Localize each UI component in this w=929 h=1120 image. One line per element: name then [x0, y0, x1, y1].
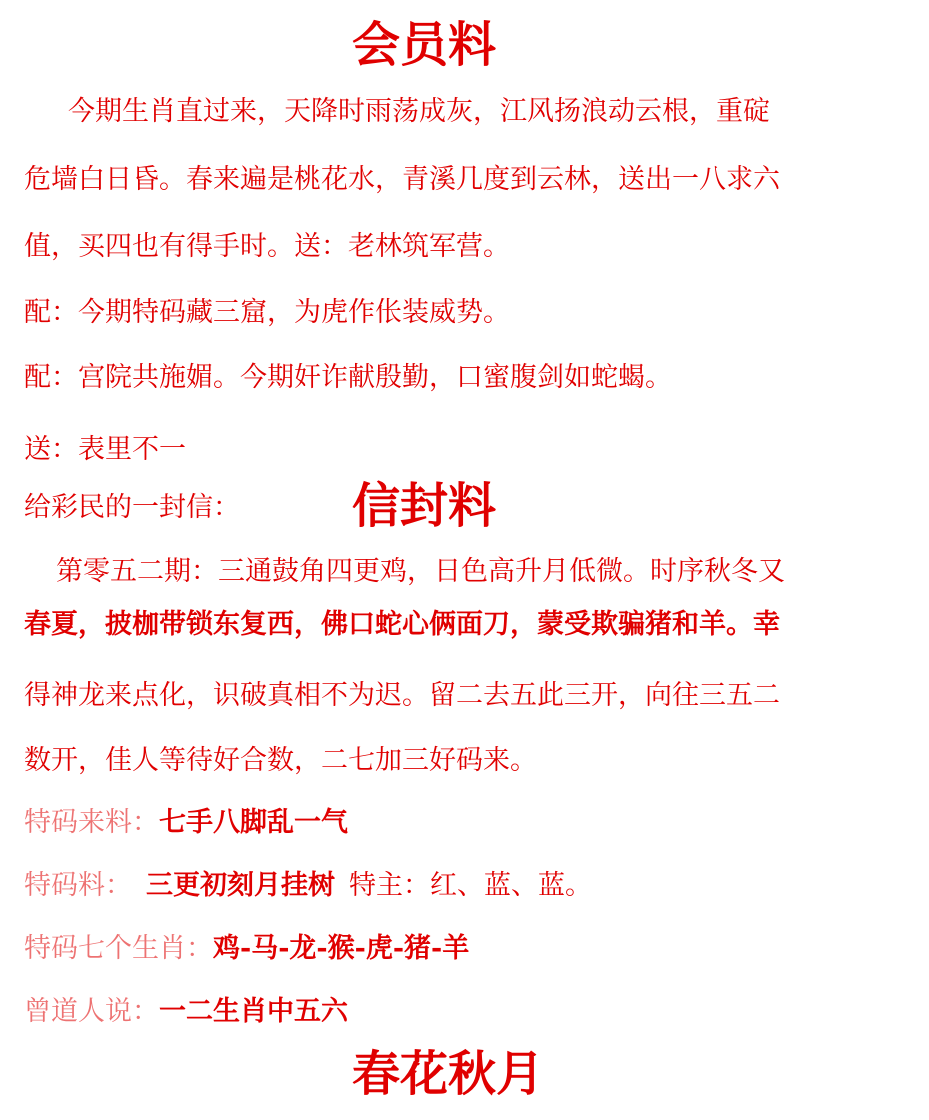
- special-line-1: [24, 803, 348, 843]
- special-value: 一二生肖中五六: [159, 996, 348, 1027]
- member-title: 会员料: [352, 17, 497, 73]
- special-line-3: [24, 929, 469, 969]
- footer-title: 春花秋月: [352, 1046, 545, 1102]
- letter-title: 信封料: [352, 478, 497, 534]
- letter-line-4: 数开，佳人等待好合数，二七加三好码来。: [24, 745, 537, 776]
- member-line-3: 值，买四也有得手时。送：老林筑军营。: [24, 231, 510, 262]
- special-label: 特码来料：: [24, 807, 159, 838]
- special-label: 特码七个生肖：: [24, 933, 213, 964]
- member-line-2: 危墙白日昏。春来遍是桃花水，青溪几度到云林，送出一八求六: [24, 164, 780, 195]
- special-value: 三更初刻月挂树: [146, 870, 335, 901]
- special-label: 特码料：: [24, 870, 132, 901]
- special-extra: 特主：红、蓝、蓝。: [349, 870, 592, 901]
- member-line-5: 配：宫院共施媚。今期奸诈献殷勤，口蜜腹剑如蛇蝎。: [24, 362, 672, 393]
- member-line-1: 今期生肖直过来，天降时雨荡成灰，江风扬浪动云根，重碇: [68, 96, 770, 127]
- letter-line-1: 第零五二期：三通鼓角四更鸡，日色高升月低微。时序秋冬又: [56, 556, 785, 587]
- special-value: 鸡-马-龙-猴-虎-猪-羊: [213, 933, 470, 964]
- letter-intro: 给彩民的一封信：: [24, 492, 240, 523]
- special-line-2: [24, 866, 592, 906]
- letter-line-2: 春夏，披枷带锁东复西，佛口蛇心俩面刀，蒙受欺骗猪和羊。幸: [24, 609, 780, 640]
- special-line-4: [24, 992, 348, 1032]
- special-value: 七手八脚乱一气: [159, 807, 348, 838]
- member-line-6: 送：表里不一: [24, 434, 186, 465]
- member-line-4: 配：今期特码藏三窟，为虎作伥装威势。: [24, 297, 510, 328]
- letter-line-3: 得神龙来点化，识破真相不为迟。留二去五此三开，向往三五二: [24, 680, 780, 711]
- special-label: 曾道人说：: [24, 996, 159, 1027]
